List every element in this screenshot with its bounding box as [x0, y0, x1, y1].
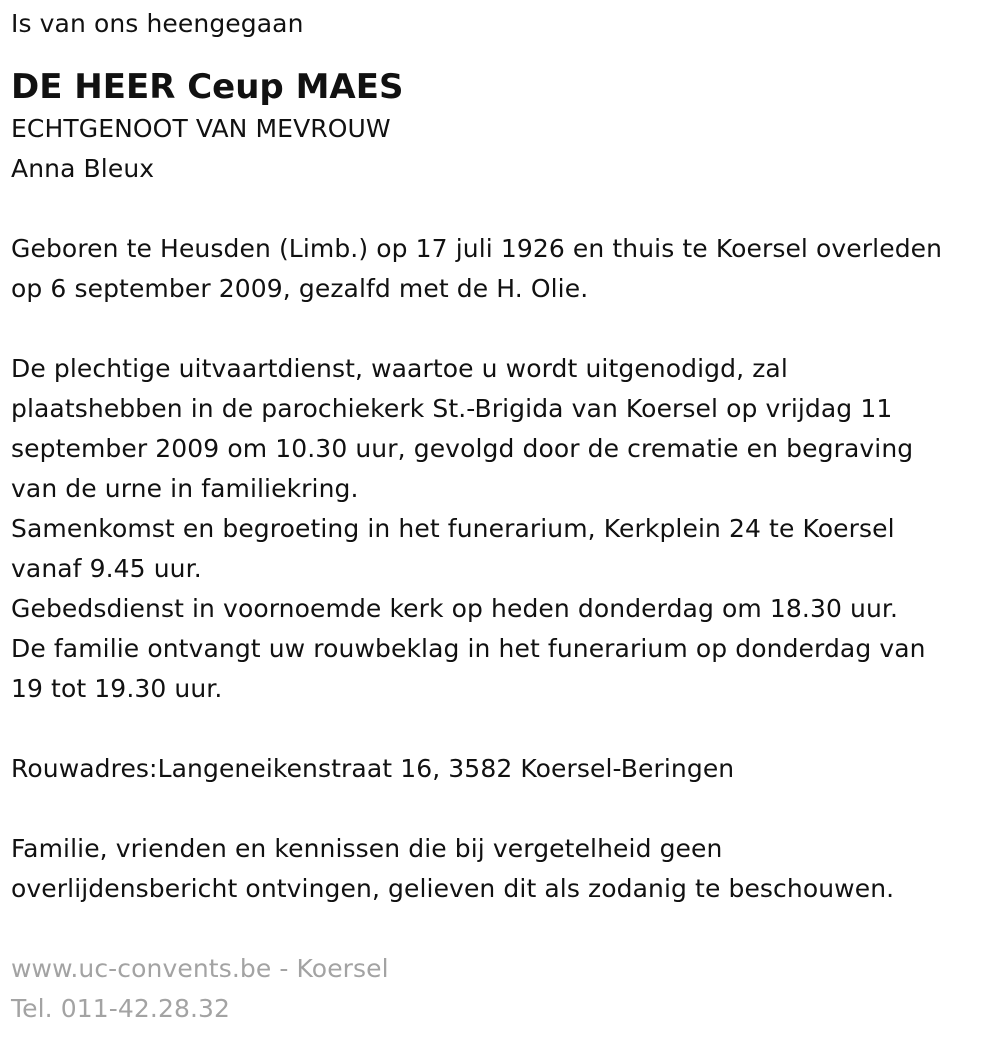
- footer-phone: Tel. 011-42.28.32: [11, 994, 231, 1023]
- footer-website: www.uc-convents.be - Koersel: [11, 954, 389, 983]
- paragraph-line: van de urne in familiekring.: [11, 474, 359, 503]
- paragraph-line: 19 tot 19.30 uur.: [11, 674, 223, 703]
- mourning-address: Rouwadres:Langeneikenstraat 16, 3582 Koersel-Beringen: [11, 754, 735, 783]
- funeral-paragraph: [11, 349, 991, 709]
- deceased-name: DE HEER Ceup MAES: [11, 67, 404, 107]
- spouse-label: ECHTGENOOT VAN MEVROUW: [11, 114, 391, 143]
- spacer: [11, 309, 991, 349]
- paragraph-line: plaatshebben in de parochiekerk St.-Brigida van Koersel op vrijdag 11: [11, 394, 893, 423]
- paragraph-line: Familie, vrienden en kennissen die bij vergetelheid geen: [11, 834, 723, 863]
- intro-text: Is van ons heengegaan: [11, 9, 304, 38]
- paragraph-line: Samenkomst en begroeting in het funerarium, Kerkplein 24 te Koersel: [11, 514, 895, 543]
- footer: [11, 949, 991, 1029]
- paragraph-line: op 6 september 2009, gezalfd met de H. Olie.: [11, 274, 589, 303]
- spacer: [11, 789, 991, 829]
- spacer: [11, 709, 991, 749]
- paragraph-line: overlijdensbericht ontvingen, gelieven dit als zodanig te beschouwen.: [11, 874, 895, 903]
- obituary-document: [11, 0, 991, 1029]
- paragraph-line: De familie ontvangt uw rouwbeklag in het funerarium op donderdag van: [11, 634, 926, 663]
- paragraph-line: Gebedsdienst in voornoemde kerk op heden donderdag om 18.30 uur.: [11, 594, 899, 623]
- notice-paragraph: [11, 829, 991, 909]
- paragraph-line: Geboren te Heusden (Limb.) op 17 juli 1926 en thuis te Koersel overleden: [11, 234, 943, 263]
- spouse-name: Anna Bleux: [11, 154, 155, 183]
- birth-death-paragraph: [11, 229, 991, 309]
- paragraph-line: vanaf 9.45 uur.: [11, 554, 202, 583]
- paragraph-line: september 2009 om 10.30 uur, gevolgd door de crematie en begraving: [11, 434, 914, 463]
- paragraph-line: De plechtige uitvaartdienst, waartoe u wordt uitgenodigd, zal: [11, 354, 788, 383]
- spacer: [11, 189, 991, 229]
- spacer: [11, 909, 991, 949]
